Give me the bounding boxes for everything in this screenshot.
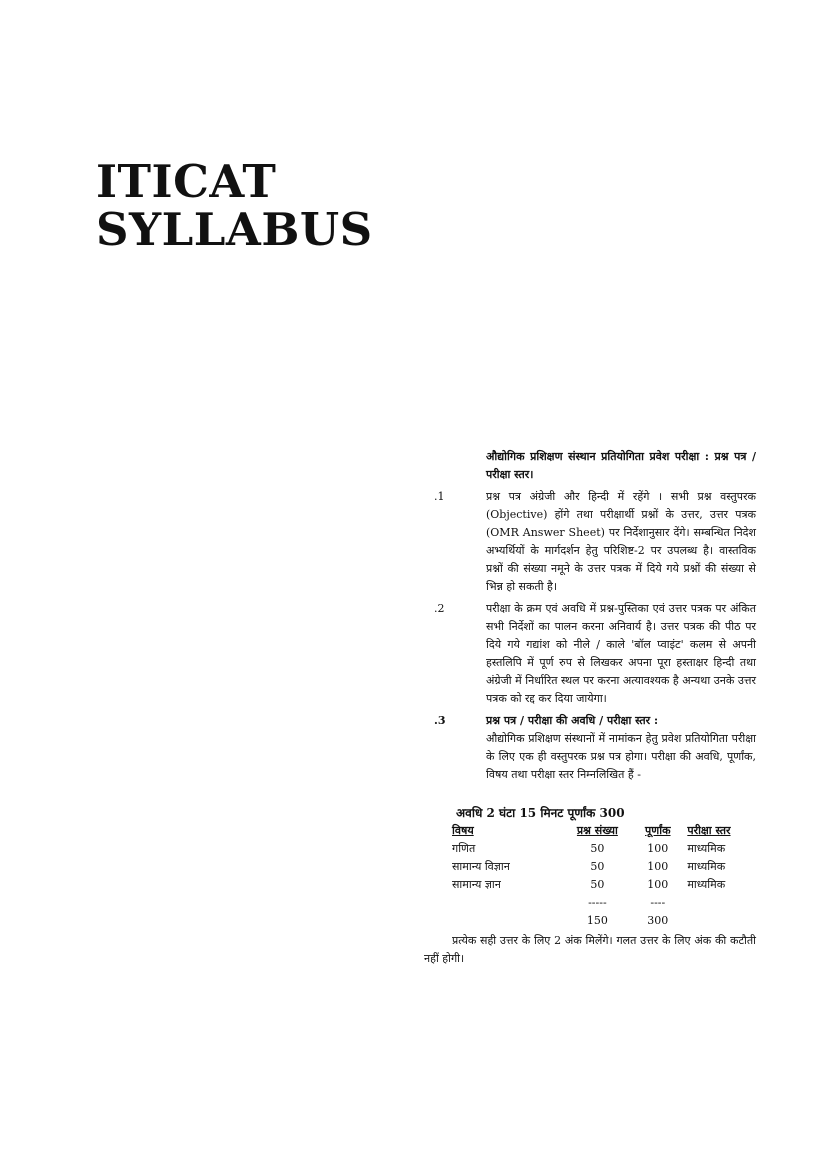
list-item [424,600,756,708]
document-title [96,155,373,256]
list-item [424,488,756,596]
cell-level: माध्यमिक [687,842,726,855]
table-row [452,840,756,858]
separator-marks: ---- [650,896,666,909]
table-total-row [452,912,756,930]
cell-questions: 50 [590,878,605,891]
item-number: .2 [434,602,445,615]
cell-marks: 100 [647,842,669,855]
item-text: प्रश्न पत्र / परीक्षा की अवधि / परीक्षा स्तर : [486,714,659,727]
exam-duration: अवधि 2 घंटा 15 मिनट पूर्णांक 300 [456,806,625,820]
table-separator-row [452,894,756,912]
cell-questions: 50 [590,860,605,873]
title-line-2: SYLLABUS [96,203,373,256]
section-heading: औद्योगिक प्रशिक्षण संस्थान प्रतियोगिता प्रवेश परीक्षा : प्रश्न पत्र / परीक्षा स्तर। [486,450,756,481]
header-subject: विषय [452,824,474,837]
separator-questions: ----- [588,896,607,909]
marking-note: प्रत्येक सही उत्तर के लिए 2 अंक मिलेंगे। गलत उत्तर के लिए अंक की कटौती नहीं होगी। [424,934,756,965]
cell-subject: सामान्य ज्ञान [452,878,501,891]
cell-level: माध्यमिक [687,878,726,891]
item-text: परीक्षा के क्रम एवं अवधि में प्रश्न-पुस्तिका एवं उत्तर पत्रक पर अंकित सभी निर्देशों का पालन करना अनिवार्य है। उत्तर पत्रक की पीठ पर दिये गये गद्यांश को नीले / काले 'बॉल प्वाइंट' कलम से अपनी हस्तलिपि में पूर्ण रुप से लिखकर अपना पूरा हस्ताक्षर हिन्दी तथा अंग्रेजी में निर्धारित स्थल पर करना अत्यावश्यक है अन्यथा उनके उत्तर पत्रक को रद्द कर दिया जायेगा। [486,602,756,705]
cell-level: माध्यमिक [687,860,726,873]
exam-description: औद्योगिक प्रशिक्षण संस्थानों में नामांकन हेतु प्रवेश प्रतियोगिता परीक्षा के लिए एक ही वस्तुपरक प्रश्न पत्र होगा। परीक्षा की अवधि, पूर्णांक, विषय तथा परीक्षा स्तर निम्नलिखित हैं - [486,732,756,781]
cell-questions: 50 [590,842,605,855]
table-row [452,858,756,876]
syllabus-content [424,448,756,968]
table-header-row [452,822,756,840]
total-questions: 150 [586,914,608,927]
item-number: .1 [434,490,445,503]
marks-table [452,822,756,930]
header-level: परीक्षा स्तर [687,824,731,837]
cell-subject: सामान्य विज्ञान [452,860,510,873]
cell-subject: गणित [452,842,476,855]
cell-marks: 100 [647,860,669,873]
item-number: .3 [434,714,446,727]
list-item [424,712,756,730]
table-row [452,876,756,894]
cell-marks: 100 [647,878,669,891]
header-marks: पूर्णांक [645,824,671,837]
total-marks: 300 [647,914,669,927]
title-line-1: ITICAT [96,155,277,208]
item-text: प्रश्न पत्र अंग्रेजी और हिन्दी में रहेंगे । सभी प्रश्न वस्तुपरक (Objective) होंगे तथा परीक्षार्थी प्रश्नों के उत्तर, उत्तर पत्रक (OMR Answer Sheet) पर निर्देशानुसार देंगे। सम्बन्धित निदेश अभ्यर्थियों के मार्गदर्शन हेतु परिशिष्ट-2 पर उपलब्ध है। वास्तविक प्रश्नों की संख्या नमूने के उत्तर पत्रक में दिये गये प्रश्नों की संख्या से भिन्न हो सकती है। [486,490,756,593]
header-questions: प्रश्न संख्या [576,824,618,837]
